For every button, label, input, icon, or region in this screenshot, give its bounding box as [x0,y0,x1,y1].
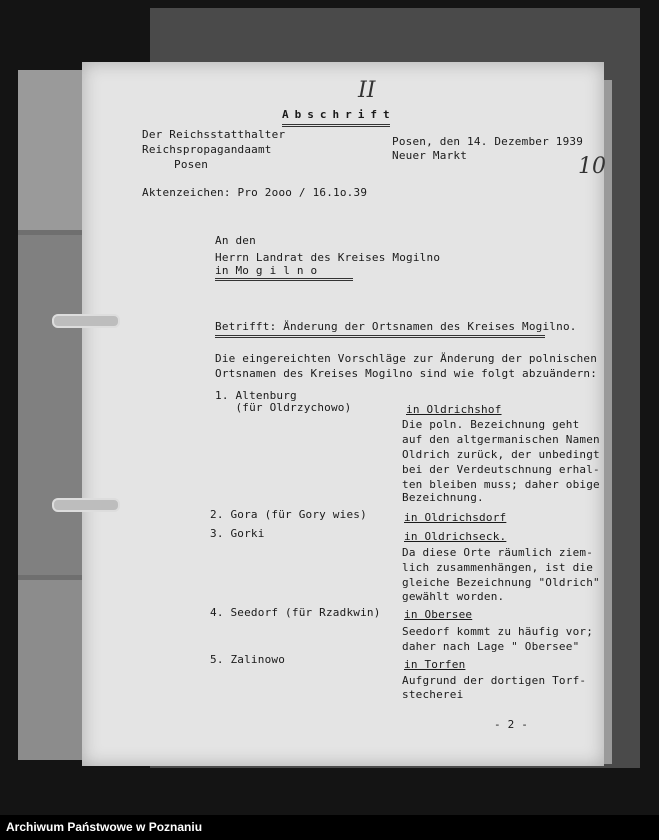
document-title: Abschrift [282,108,396,121]
recipient-underline [215,278,353,281]
item-5-note-1: Aufgrund der dortigen Torf- [402,674,587,687]
left-page-stack [18,70,82,760]
recipient-line-2: Herrn Landrat des Kreises Mogilno [215,251,441,264]
item-4-note-2: daher nach Lage " Obersee" [402,640,580,653]
archive-name: Archiwum Państwowe w Poznaniu [6,820,203,834]
intro-line-1: Die eingereichten Vorschläge zur Änderung der polnischen [215,352,598,365]
item-5-name: 5. Zalinowo [210,653,286,666]
subject-underline [215,335,545,338]
item-5-note-2: stecherei [402,688,464,701]
sender-line-3: Posen [174,158,209,171]
item-3-note-3: gleiche Bezeichnung "Oldrich" [402,576,600,589]
binder-ring-bottom [52,498,120,512]
binder-ring-top [52,314,120,328]
sender-line-1: Der Reichsstatthalter [142,128,286,141]
reference-number: Aktenzeichen: Pro 2ooo / 16.1o.39 [142,186,368,199]
item-1-original: (für Oldrzychowo) [215,401,352,414]
handwritten-roman: II [358,78,376,103]
item-2-new-name: in Oldrichsdorf [404,511,507,524]
document-page [82,62,604,766]
item-2-name: 2. Gora (für Gory wies) [210,508,367,521]
place-date: Posen, den 14. Dezember 1939 [392,135,584,148]
item-1-new-name: in Oldrichshof [406,403,502,416]
item-4-note-1: Seedorf kommt zu häufig vor; [402,625,594,638]
item-3-name: 3. Gorki [210,527,265,540]
item-1-note-4: bei der Verdeutschnung erhal- [402,463,600,476]
item-1-note-3: Oldrich zurück, der unbedingt [402,448,600,461]
item-1-name: 1. Altenburg [215,389,297,402]
item-3-note-2: lich zusammenhängen, ist die [402,561,594,574]
street: Neuer Markt [392,149,468,162]
item-5-new-name: in Torfen [404,658,466,671]
item-3-note-4: gewählt worden. [402,590,505,603]
sender-line-2: Reichspropagandaamt [142,143,272,156]
intro-line-2: Ortsnamen des Kreises Mogilno sind wie folgt abzuändern: [215,367,598,380]
handwritten-page-number: 10 [578,154,606,179]
item-4-new-name: in Obersee [404,608,473,621]
item-1-note-2: auf den altgermanischen Namen [402,433,600,446]
item-3-new-name: in Oldrichseck. [404,530,507,543]
item-3-note-1: Da diese Orte räumlich ziem- [402,546,594,559]
recipient-line-3: in Mo g i l n o [215,264,318,277]
subject: Betrifft: Änderung der Ortsnamen des Kreises Mogilno. [215,320,577,333]
archive-footer [0,815,659,840]
item-1-note-6: Bezeichnung. [402,491,484,504]
item-4-name: 4. Seedorf (für Rzadkwin) [210,606,381,619]
page-number: - 2 - [494,718,529,731]
recipient-line-1: An den [215,234,256,247]
item-1-note-5: ten bleiben muss; daher obige [402,478,600,491]
title-underline [282,124,390,127]
item-1-note-1: Die poln. Bezeichnung geht [402,418,580,431]
